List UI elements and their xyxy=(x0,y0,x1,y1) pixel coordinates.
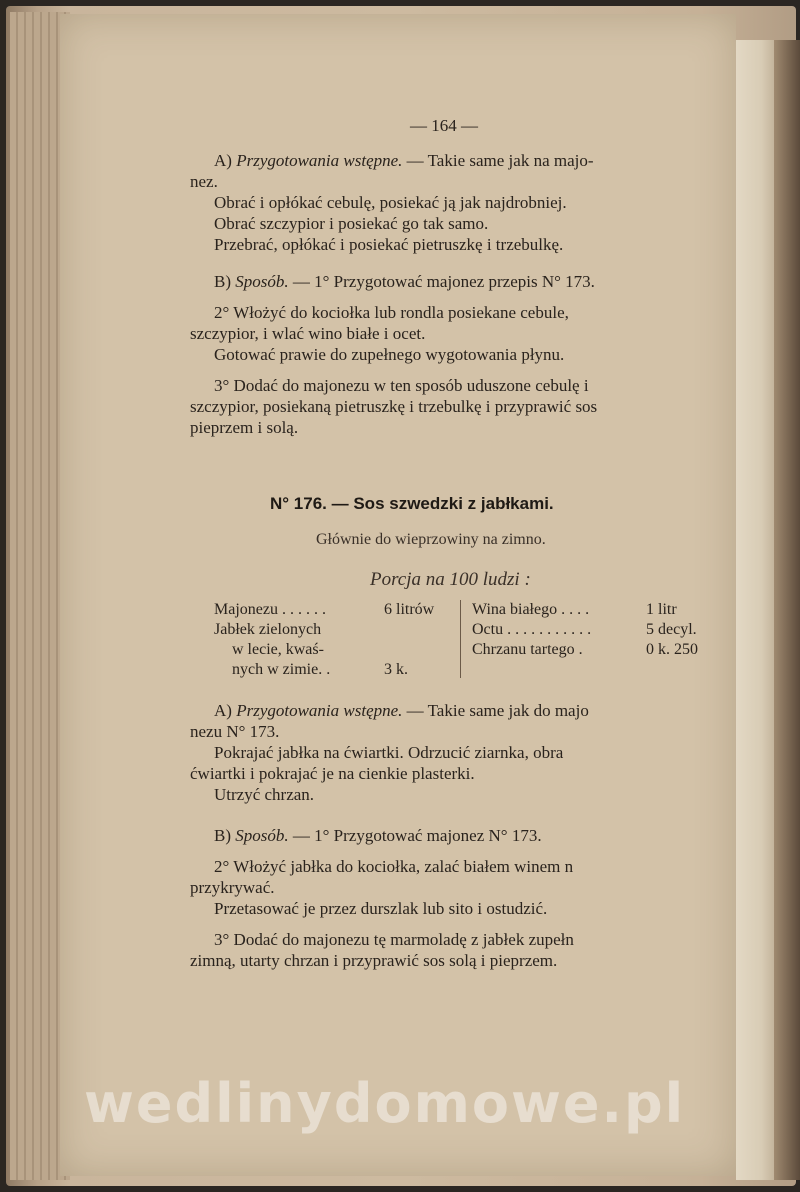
intro-b-label: B) xyxy=(214,272,231,291)
intro-step2a: 2° Włożyć do kociołka lub rondla posiekane cebule, xyxy=(214,303,569,322)
recipe-portion: Porcja na 100 ludzi : xyxy=(370,569,531,590)
intro-b-text: — 1° Przygotować majonez przepis N° 173. xyxy=(292,272,595,291)
intro-line3: Przebrać, opłókać i posiekać pietruszkę i trzebulkę. xyxy=(214,235,564,254)
recipe-step3b: zimną, utarty chrzan i przyprawić sos solą i pieprzem. xyxy=(190,951,558,970)
intro-step3a: 3° Dodać do majonezu w ten sposób uduszone cebulę i xyxy=(214,376,589,395)
intro-b-title: Sposób. xyxy=(235,272,289,291)
recipe-a-title: Przygotowania wstępne. xyxy=(236,701,403,720)
recipe-a-line xyxy=(190,700,730,721)
book-spine-shadow xyxy=(774,40,800,1180)
recipe-b-title: Sposób. xyxy=(235,826,289,845)
intro-line2: Obrać szczypior i posiekać go tak samo. xyxy=(214,214,489,233)
ingredient-right-qty-1: 5 decyl. xyxy=(646,621,697,638)
ingredients-left-qty xyxy=(384,600,464,680)
recipe-b-text: — 1° Przygotować majonez N° 173. xyxy=(292,826,542,845)
recipe-text xyxy=(190,700,730,971)
recipe-heading xyxy=(270,494,554,514)
recipe-l3: Utrzyć chrzan. xyxy=(214,785,315,804)
recipe-step2a: 2° Włożyć jabłka do kociołka, zalać białem winem n xyxy=(214,857,574,876)
ingredient-right-qty-0: 1 litr xyxy=(646,601,677,618)
recipe-a-text2: nezu N° 173. xyxy=(190,722,280,741)
ingredient-right-2: Chrzanu tartego . xyxy=(472,641,583,658)
intro-step2c: Gotować prawie do zupełnego wygotowania płynu. xyxy=(214,345,565,364)
ingredient-left-qty-0: 6 litrów xyxy=(384,601,435,618)
intro-a-text2: nez. xyxy=(190,172,218,191)
ingredient-left-0: Majonezu . . . . . . xyxy=(214,601,326,618)
recipe-b-label: B) xyxy=(214,826,231,845)
intro-a-text: — Takie same jak na majo- xyxy=(406,151,594,170)
recipe-step2b: przykrywać. xyxy=(190,878,275,897)
recipe-subtitle: Głównie do wieprzowiny na zimno. xyxy=(316,531,546,548)
intro-line1: Obrać i opłókać cebulę, posiekać ją jak najdrobniej. xyxy=(214,193,567,212)
page-number: — 164 — xyxy=(410,116,478,135)
recipe-step2c: Przetasować je przez durszlak lub sito i ostudzić. xyxy=(214,899,548,918)
ingredient-left-3: nych w zimie. . xyxy=(232,661,331,678)
intro-step3b: szczypior, posiekaną pietruszkę i trzebulkę i przyprawić sos xyxy=(190,397,598,416)
recipe-number: N° 176. xyxy=(270,494,327,513)
intro-a-line xyxy=(190,150,730,171)
watermark-text: wedlinydomowe.pl xyxy=(84,1072,686,1135)
ingredient-left-1: Jabłek zielonych xyxy=(214,621,322,638)
recipe-a-text: — Takie same jak do majo xyxy=(406,701,589,720)
recipe-title: — Sos szwedzki z jabłkami. xyxy=(331,494,554,513)
table-divider xyxy=(460,600,461,678)
ingredient-left-qty-3: 3 k. xyxy=(384,661,408,678)
ingredient-left-2: w lecie, kwaś- xyxy=(232,641,324,658)
ingredients-left-names xyxy=(214,600,364,680)
ingredients-right-qty xyxy=(646,600,726,660)
ingredient-right-1: Octu . . . . . . . . . . . xyxy=(472,621,592,638)
recipe-a-label: A) xyxy=(214,701,232,720)
intro-step3c: pieprzem i solą. xyxy=(190,418,299,437)
ingredients-right-names xyxy=(472,600,632,660)
intro-step2b: szczypior, i wlać wino białe i ocet. xyxy=(190,324,426,343)
ingredient-right-qty-2: 0 k. 250 xyxy=(646,641,698,658)
recipe-l2: ćwiartki i pokrajać je na cienkie plasterki. xyxy=(190,764,475,783)
intro-b-line xyxy=(190,271,730,292)
intro-text xyxy=(190,150,730,438)
recipe-step3a: 3° Dodać do majonezu tę marmoladę z jabłek zupełn xyxy=(214,930,574,949)
intro-a-label: A) xyxy=(214,151,232,170)
recipe-l1: Pokrajać jabłka na ćwiartki. Odrzucić ziarnka, obra xyxy=(214,743,564,762)
ingredient-right-0: Wina białego . . . . xyxy=(472,601,590,618)
recipe-b-line xyxy=(190,825,730,846)
intro-a-title: Przygotowania wstępne. xyxy=(236,151,403,170)
